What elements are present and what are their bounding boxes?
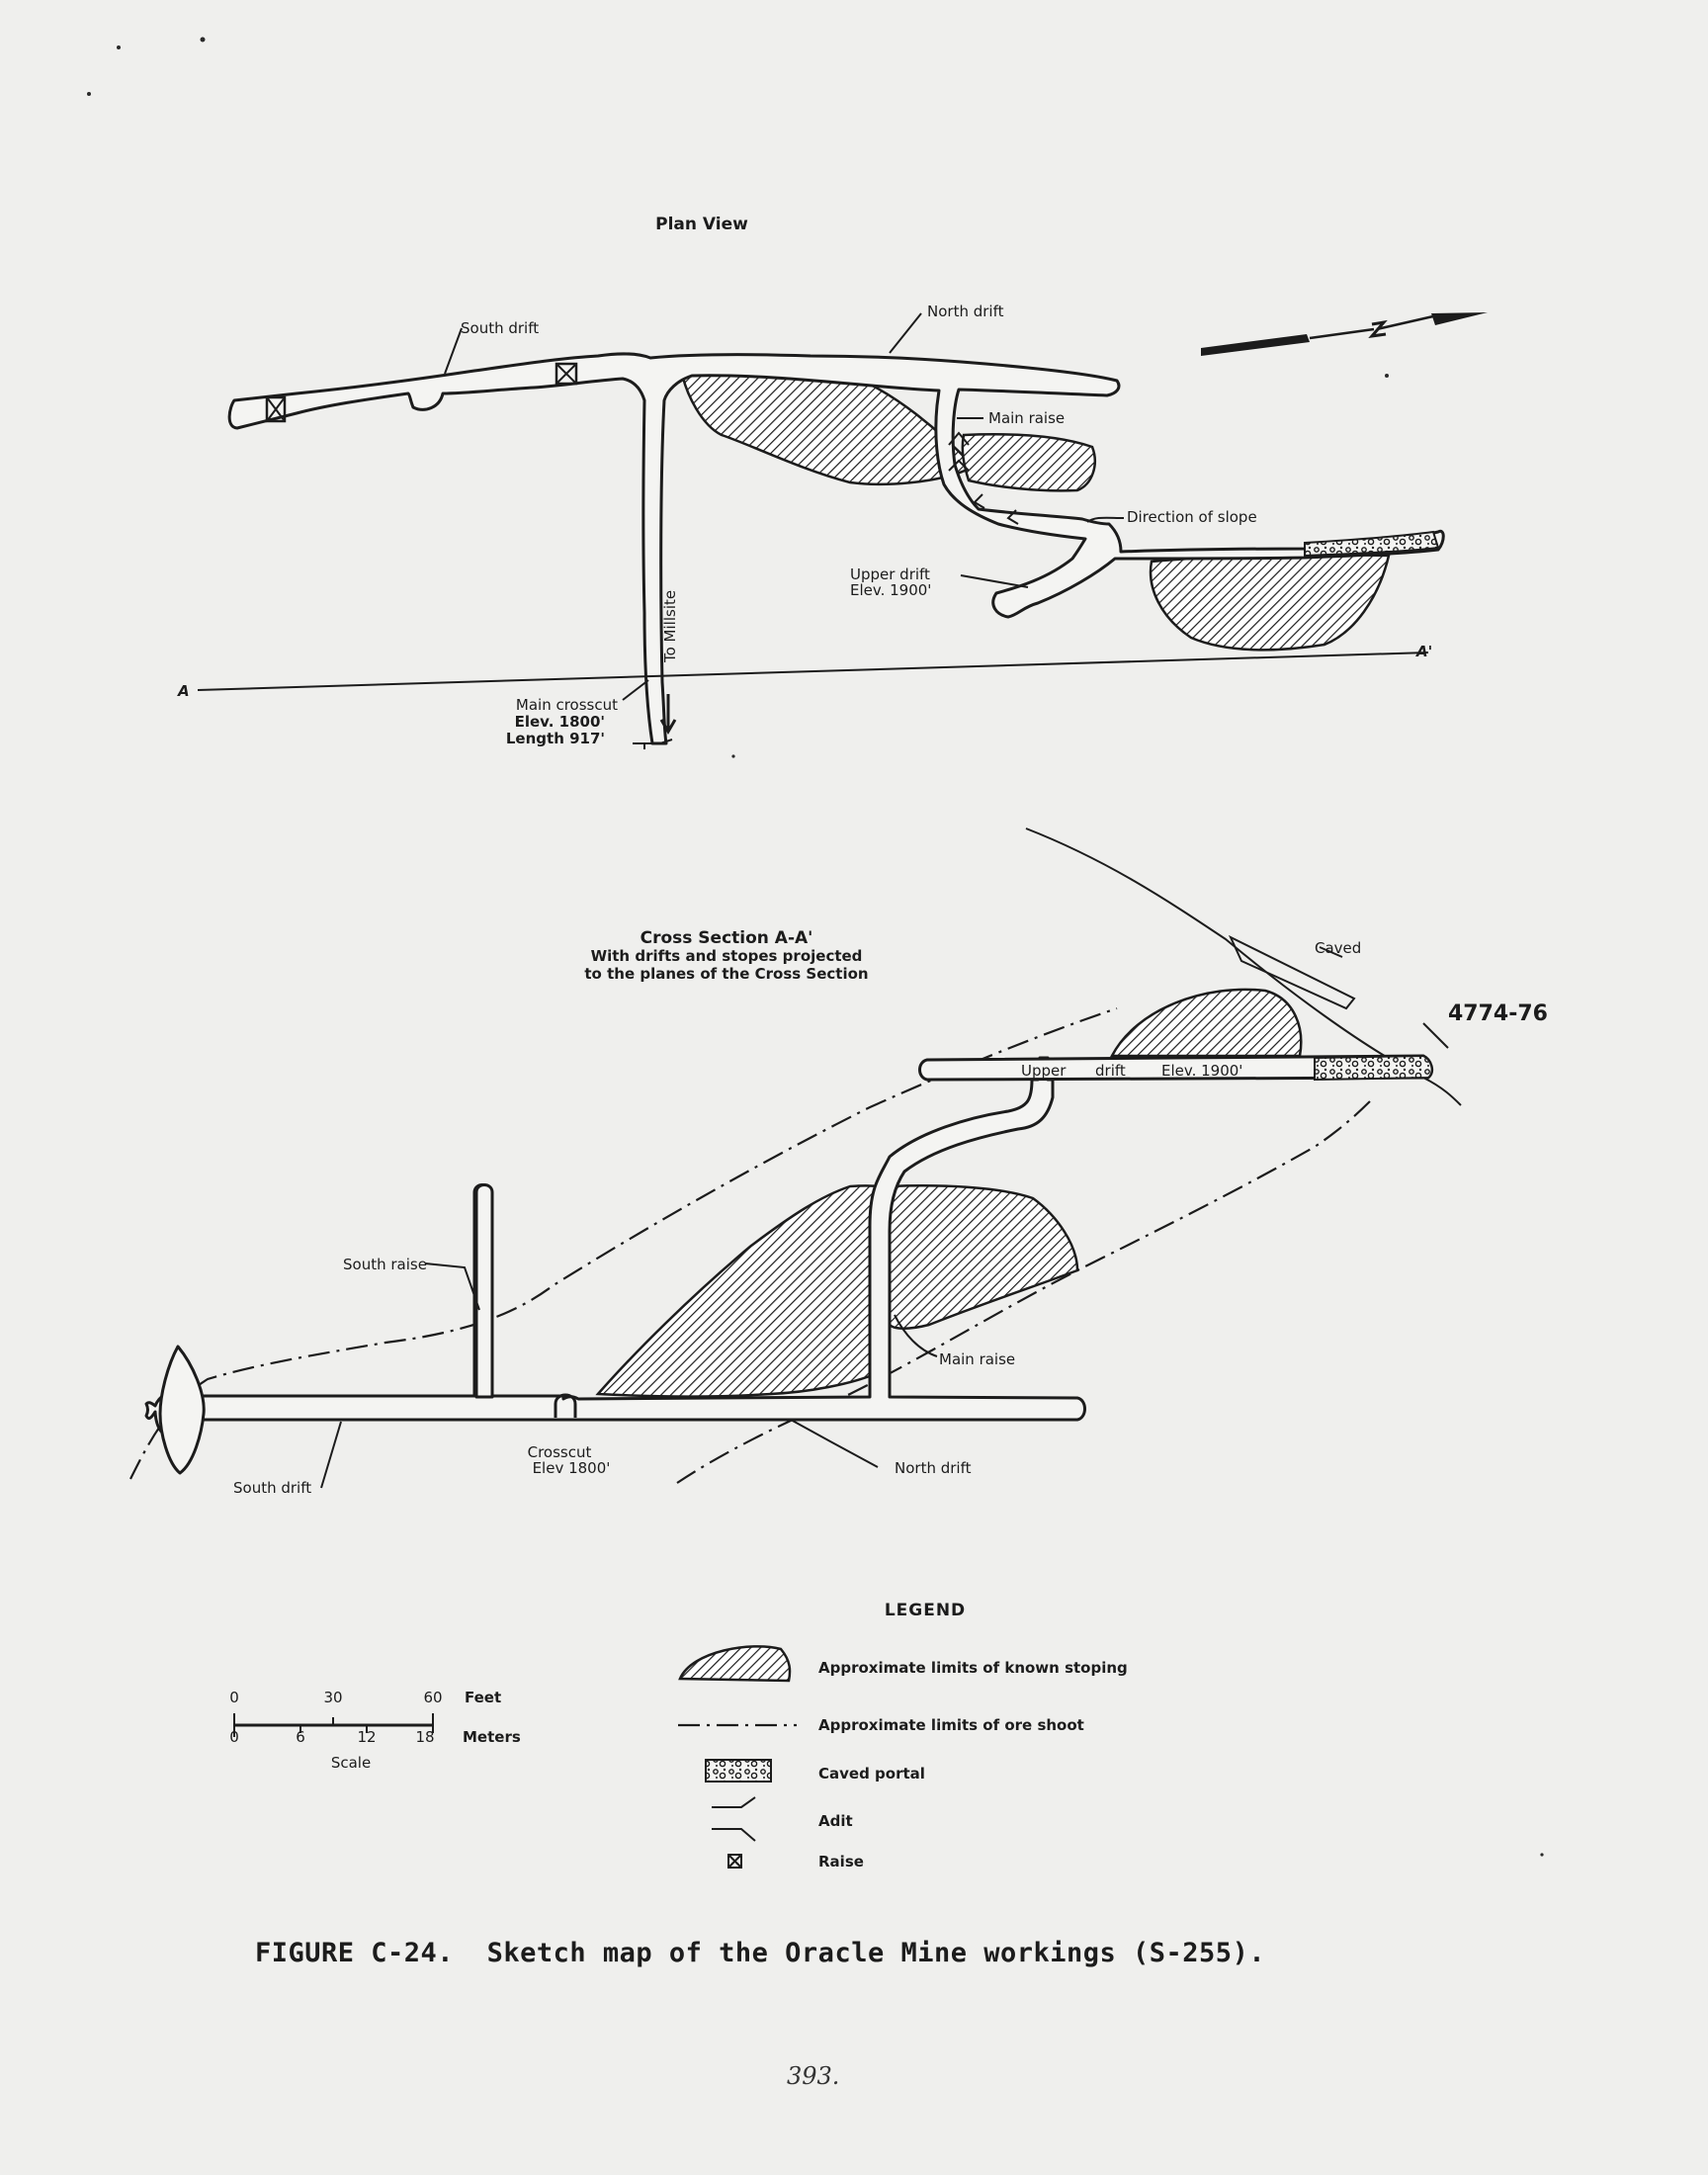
label-north-drift: North drift bbox=[895, 1459, 972, 1477]
scale-feet-tick: 60 bbox=[423, 1689, 443, 1706]
label-main-raise: Main raise bbox=[988, 409, 1066, 427]
plan-view bbox=[177, 215, 1488, 749]
scale-feet-tick: 30 bbox=[323, 1689, 343, 1706]
leader-main-crosscut bbox=[623, 680, 648, 700]
scale-meter-tick: 6 bbox=[296, 1728, 305, 1746]
cross-section bbox=[130, 828, 1548, 1497]
plan-stope-upper bbox=[1151, 555, 1389, 650]
label-crosscut-elev: Elev 1800' bbox=[532, 1459, 611, 1477]
label-north-drift: North drift bbox=[927, 303, 1004, 320]
label-upper-drift: Upper drift bbox=[850, 566, 930, 583]
scale-meter-tick: 12 bbox=[357, 1728, 377, 1746]
cross-section-title: Cross Section A-A' bbox=[640, 928, 813, 948]
scale-bar bbox=[229, 1689, 521, 1772]
leader-north-drift bbox=[890, 313, 921, 353]
legend-label-adit: Adit bbox=[818, 1812, 853, 1830]
scale-meter-tick: 18 bbox=[415, 1728, 435, 1746]
section-stope-upper bbox=[1112, 990, 1301, 1056]
label-upper-drift-elev: Elev. 1900' bbox=[1161, 1062, 1243, 1080]
scale-feet-tick: 0 bbox=[229, 1689, 239, 1706]
label-main-crosscut: Main crosscut bbox=[515, 696, 618, 714]
label-main-crosscut-length: Length 917' bbox=[505, 730, 605, 747]
leader-south-drift bbox=[445, 328, 462, 374]
cross-section-subtitle-1: With drifts and stopes projected bbox=[590, 947, 863, 965]
leader-north-drift bbox=[791, 1420, 878, 1467]
label-caved: Caved bbox=[1315, 939, 1362, 957]
label-main-crosscut-elev: Elev. 1800' bbox=[514, 713, 605, 731]
plan-view-title: Plan View bbox=[655, 215, 748, 234]
label-south-drift: South drift bbox=[233, 1479, 312, 1497]
label-main-raise: Main raise bbox=[939, 1350, 1016, 1368]
label-upper-drift-elev: Elev. 1900' bbox=[850, 581, 932, 599]
label-south-drift: South drift bbox=[461, 319, 540, 337]
north-arrow-icon bbox=[1201, 312, 1488, 356]
section-label-a-prime: A' bbox=[1416, 643, 1433, 660]
label-direction-of-slope: Direction of slope bbox=[1127, 508, 1257, 526]
adit-icon bbox=[712, 1797, 755, 1841]
figure-caption: FIGURE C-24. Sketch map of the Oracle Mine workings (S-255). bbox=[255, 1938, 1266, 1968]
section-caved-portal bbox=[1315, 1056, 1432, 1080]
legend-label-raise: Raise bbox=[818, 1853, 864, 1870]
legend bbox=[678, 1601, 1128, 1870]
scale-feet-unit: Feet bbox=[465, 1689, 502, 1706]
section-south-raise bbox=[476, 1185, 492, 1398]
leader-south-raise bbox=[425, 1263, 479, 1310]
hatched-stope-icon bbox=[680, 1646, 790, 1681]
scale-label: Scale bbox=[330, 1754, 372, 1772]
raise-icon bbox=[728, 1855, 741, 1868]
label-sample-id: 4774-76 bbox=[1448, 1001, 1548, 1026]
legend-title: LEGEND bbox=[884, 1601, 967, 1620]
legend-label-caved-portal: Caved portal bbox=[818, 1765, 925, 1783]
label-to-millsite: To Millsite bbox=[661, 589, 679, 662]
caved-portal-icon bbox=[706, 1760, 771, 1782]
legend-label-ore-shoot: Approximate limits of ore shoot bbox=[818, 1716, 1084, 1734]
label-upper-drift: Upper bbox=[1021, 1062, 1067, 1080]
cross-section-subtitle-2: to the planes of the Cross Section bbox=[584, 965, 869, 983]
scale-meter-tick: 0 bbox=[229, 1728, 239, 1746]
plan-stope-east bbox=[963, 434, 1095, 490]
scale-meter-unit: Meters bbox=[463, 1728, 521, 1746]
leader-sample-id bbox=[1423, 1023, 1448, 1048]
section-stope-east bbox=[889, 1185, 1077, 1328]
section-label-a: A bbox=[178, 682, 190, 700]
leader-upper-drift bbox=[961, 575, 1028, 587]
leader-south-drift bbox=[321, 1422, 341, 1488]
label-crosscut: Crosscut bbox=[527, 1443, 592, 1461]
legend-label-stoping: Approximate limits of known stoping bbox=[818, 1659, 1128, 1677]
label-south-raise: South raise bbox=[343, 1256, 427, 1273]
label-upper-drift-mid: drift bbox=[1095, 1062, 1126, 1080]
page-number: 393. bbox=[787, 2062, 840, 2090]
section-line-a-a-prime bbox=[198, 652, 1428, 690]
section-west-raise bbox=[160, 1347, 204, 1473]
section-stope-main bbox=[598, 1185, 891, 1396]
